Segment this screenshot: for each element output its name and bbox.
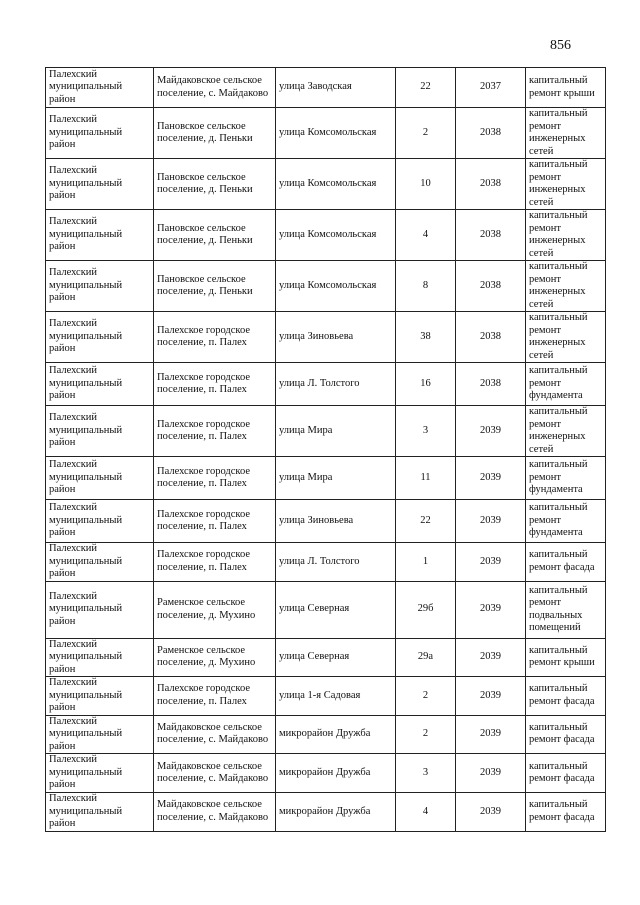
settlement-cell: Майдаковское сельское поселение, с. Майдаково xyxy=(154,793,276,832)
street-cell: улица Мира xyxy=(276,406,396,457)
house-number-cell: 2 xyxy=(396,715,456,754)
street-cell: микрорайон Дружба xyxy=(276,715,396,754)
street-cell: улица Комсомольская xyxy=(276,108,396,159)
house-number-cell: 2 xyxy=(396,108,456,159)
street-cell: улица Зиновьева xyxy=(276,312,396,363)
settlement-cell: Палехское городское поселение, п. Палех xyxy=(154,406,276,457)
table-row xyxy=(46,457,606,500)
year-cell: 2039 xyxy=(456,581,526,638)
year-cell: 2038 xyxy=(456,363,526,406)
settlement-cell: Пановское сельское поселение, д. Пеньки xyxy=(154,210,276,261)
house-number-cell: 4 xyxy=(396,793,456,832)
street-cell: микрорайон Дружба xyxy=(276,754,396,793)
work-type-cell: капитальный ремонт фундамента xyxy=(526,457,606,500)
street-cell: улица Заводская xyxy=(276,68,396,108)
settlement-cell: Раменское сельское поселение, д. Мухино xyxy=(154,581,276,638)
table-row xyxy=(46,500,606,543)
table-row xyxy=(46,108,606,159)
year-cell: 2038 xyxy=(456,312,526,363)
district-cell: Палехский муниципальный район xyxy=(46,68,154,108)
settlement-cell: Раменское сельское поселение, д. Мухино xyxy=(154,638,276,677)
street-cell: улица Комсомольская xyxy=(276,210,396,261)
work-type-cell: капитальный ремонт инженерных сетей xyxy=(526,312,606,363)
table-row xyxy=(46,715,606,754)
table-row xyxy=(46,363,606,406)
table-row xyxy=(46,754,606,793)
year-cell: 2039 xyxy=(456,715,526,754)
street-cell: улица Л. Толстого xyxy=(276,543,396,582)
table-row xyxy=(46,312,606,363)
work-type-cell: капитальный ремонт инженерных сетей xyxy=(526,261,606,312)
house-number-cell: 11 xyxy=(396,457,456,500)
settlement-cell: Палехское городское поселение, п. Палех xyxy=(154,457,276,500)
table-body xyxy=(46,68,606,832)
district-cell: Палехский муниципальный район xyxy=(46,312,154,363)
district-cell: Палехский муниципальный район xyxy=(46,159,154,210)
work-type-cell: капитальный ремонт фасада xyxy=(526,793,606,832)
table-row xyxy=(46,581,606,638)
table-row xyxy=(46,793,606,832)
district-cell: Палехский муниципальный район xyxy=(46,793,154,832)
district-cell: Палехский муниципальный район xyxy=(46,543,154,582)
district-cell: Палехский муниципальный район xyxy=(46,715,154,754)
work-type-cell: капитальный ремонт крыши xyxy=(526,68,606,108)
table-row xyxy=(46,68,606,108)
district-cell: Палехский муниципальный район xyxy=(46,210,154,261)
house-number-cell: 4 xyxy=(396,210,456,261)
settlement-cell: Пановское сельское поселение, д. Пеньки xyxy=(154,108,276,159)
district-cell: Палехский муниципальный район xyxy=(46,363,154,406)
house-number-cell: 16 xyxy=(396,363,456,406)
year-cell: 2039 xyxy=(456,543,526,582)
work-type-cell: капитальный ремонт инженерных сетей xyxy=(526,159,606,210)
table-row xyxy=(46,677,606,716)
district-cell: Палехский муниципальный район xyxy=(46,406,154,457)
year-cell: 2039 xyxy=(456,754,526,793)
district-cell: Палехский муниципальный район xyxy=(46,108,154,159)
house-number-cell: 3 xyxy=(396,406,456,457)
work-type-cell: капитальный ремонт подвальных помещений xyxy=(526,581,606,638)
street-cell: улица 1-я Садовая xyxy=(276,677,396,716)
settlement-cell: Палехское городское поселение, п. Палех xyxy=(154,543,276,582)
work-type-cell: капитальный ремонт фасада xyxy=(526,715,606,754)
district-cell: Палехский муниципальный район xyxy=(46,581,154,638)
house-number-cell: 29б xyxy=(396,581,456,638)
table-row xyxy=(46,159,606,210)
year-cell: 2038 xyxy=(456,159,526,210)
year-cell: 2039 xyxy=(456,500,526,543)
settlement-cell: Палехское городское поселение, п. Палех xyxy=(154,677,276,716)
house-number-cell: 22 xyxy=(396,500,456,543)
year-cell: 2037 xyxy=(456,68,526,108)
house-number-cell: 38 xyxy=(396,312,456,363)
year-cell: 2038 xyxy=(456,261,526,312)
work-type-cell: капитальный ремонт фундамента xyxy=(526,500,606,543)
work-type-cell: капитальный ремонт инженерных сетей xyxy=(526,210,606,261)
work-type-cell: капитальный ремонт фасада xyxy=(526,754,606,793)
year-cell: 2039 xyxy=(456,793,526,832)
district-cell: Палехский муниципальный район xyxy=(46,677,154,716)
house-number-cell: 1 xyxy=(396,543,456,582)
work-type-cell: капитальный ремонт инженерных сетей xyxy=(526,108,606,159)
table-row xyxy=(46,406,606,457)
house-number-cell: 8 xyxy=(396,261,456,312)
settlement-cell: Майдаковское сельское поселение, с. Майдаково xyxy=(154,68,276,108)
street-cell: улица Л. Толстого xyxy=(276,363,396,406)
house-number-cell: 10 xyxy=(396,159,456,210)
year-cell: 2038 xyxy=(456,108,526,159)
work-type-cell: капитальный ремонт крыши xyxy=(526,638,606,677)
district-cell: Палехский муниципальный район xyxy=(46,261,154,312)
street-cell: улица Комсомольская xyxy=(276,159,396,210)
settlement-cell: Палехское городское поселение, п. Палех xyxy=(154,500,276,543)
district-cell: Палехский муниципальный район xyxy=(46,638,154,677)
settlement-cell: Пановское сельское поселение, д. Пеньки xyxy=(154,261,276,312)
house-number-cell: 29а xyxy=(396,638,456,677)
page-number: 856 xyxy=(550,38,571,53)
table-row xyxy=(46,210,606,261)
settlement-cell: Майдаковское сельское поселение, с. Майдаково xyxy=(154,715,276,754)
settlement-cell: Палехское городское поселение, п. Палех xyxy=(154,363,276,406)
house-number-cell: 3 xyxy=(396,754,456,793)
table-row xyxy=(46,543,606,582)
district-cell: Палехский муниципальный район xyxy=(46,457,154,500)
house-number-cell: 22 xyxy=(396,68,456,108)
street-cell: улица Северная xyxy=(276,581,396,638)
table-row xyxy=(46,638,606,677)
year-cell: 2039 xyxy=(456,457,526,500)
work-type-cell: капитальный ремонт инженерных сетей xyxy=(526,406,606,457)
work-type-cell: капитальный ремонт фасада xyxy=(526,543,606,582)
street-cell: улица Северная xyxy=(276,638,396,677)
year-cell: 2038 xyxy=(456,210,526,261)
street-cell: улица Мира xyxy=(276,457,396,500)
settlement-cell: Палехское городское поселение, п. Палех xyxy=(154,312,276,363)
street-cell: улица Комсомольская xyxy=(276,261,396,312)
table-row xyxy=(46,261,606,312)
year-cell: 2039 xyxy=(456,406,526,457)
street-cell: улица Зиновьева xyxy=(276,500,396,543)
street-cell: микрорайон Дружба xyxy=(276,793,396,832)
year-cell: 2039 xyxy=(456,638,526,677)
work-type-cell: капитальный ремонт фасада xyxy=(526,677,606,716)
year-cell: 2039 xyxy=(456,677,526,716)
house-number-cell: 2 xyxy=(396,677,456,716)
repair-schedule-table xyxy=(45,67,606,832)
district-cell: Палехский муниципальный район xyxy=(46,754,154,793)
settlement-cell: Пановское сельское поселение, д. Пеньки xyxy=(154,159,276,210)
work-type-cell: капитальный ремонт фундамента xyxy=(526,363,606,406)
settlement-cell: Майдаковское сельское поселение, с. Майдаково xyxy=(154,754,276,793)
district-cell: Палехский муниципальный район xyxy=(46,500,154,543)
